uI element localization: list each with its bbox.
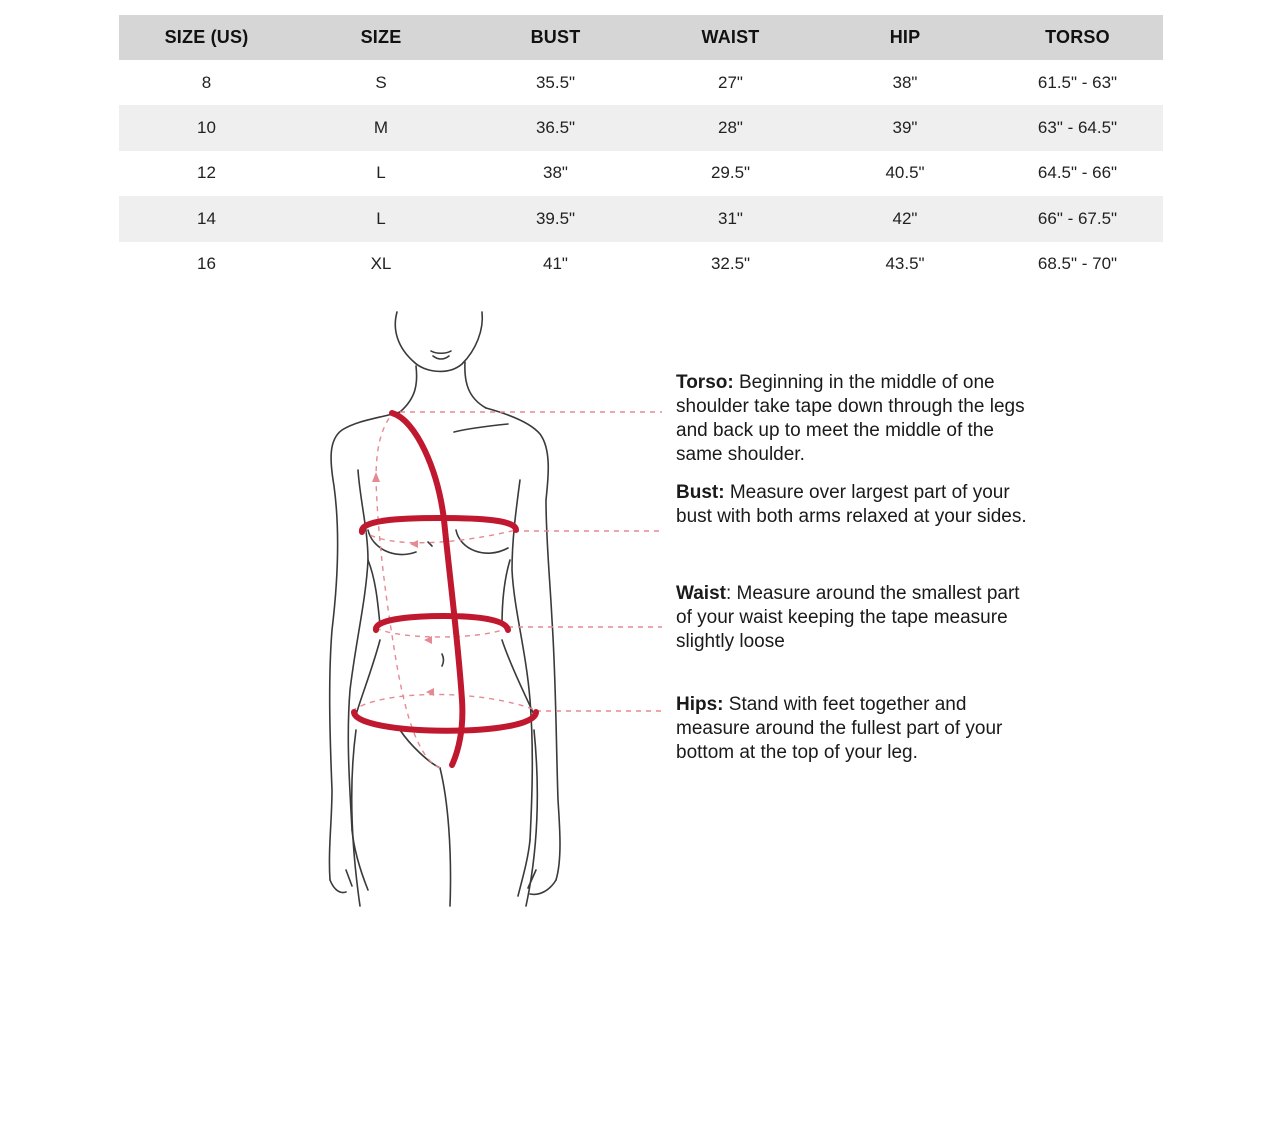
table-row bbox=[119, 151, 1163, 196]
cell-hip: 43.5" bbox=[885, 254, 925, 274]
cell-torso: 63" - 64.5" bbox=[992, 105, 1163, 150]
table-row bbox=[119, 196, 1163, 241]
cell-size: L bbox=[376, 163, 386, 183]
cell-waist: 28" bbox=[643, 105, 818, 150]
cell-hip: 42" bbox=[818, 196, 992, 241]
cell-torso: 61.5" - 63" bbox=[1037, 72, 1118, 92]
cell-torso: 68.5" - 70" bbox=[1037, 254, 1118, 274]
waist-text: : Measure around the smallest part of your waist keeping the tape measure slightly loose bbox=[676, 583, 1020, 652]
cell-hip: 38" bbox=[892, 72, 918, 92]
bust-label: Bust: bbox=[676, 482, 725, 503]
cell-torso: 64.5" - 66" bbox=[1037, 163, 1118, 183]
torso-text: Beginning in the middle of one shoulder take tape down through the legs and back up to meet the middle of the same shoulder. bbox=[676, 372, 1025, 465]
torso-label: Torso: bbox=[676, 372, 734, 393]
hips-text: Stand with feet together and measure around the fullest part of your bottom at the top of your leg. bbox=[676, 694, 1003, 763]
bust-text: Measure over largest part of your bust with both arms relaxed at your sides. bbox=[676, 482, 1027, 527]
header-waist: WAIST bbox=[643, 15, 818, 60]
cell-size-us: 8 bbox=[201, 72, 212, 92]
header-torso: TORSO bbox=[992, 15, 1163, 60]
size-chart-table bbox=[119, 15, 1163, 287]
cell-waist: 27" bbox=[718, 72, 743, 92]
cell-size: L bbox=[294, 196, 468, 241]
cell-bust: 41" bbox=[543, 254, 568, 274]
header-size-us: SIZE (US) bbox=[119, 15, 294, 60]
torso-instruction bbox=[676, 371, 1036, 467]
header-hip: HIP bbox=[818, 15, 992, 60]
cell-size-us: 14 bbox=[119, 196, 294, 241]
table-row bbox=[119, 242, 1163, 287]
measurement-figure bbox=[300, 305, 680, 910]
waist-label: Waist bbox=[676, 583, 726, 604]
size-chart-header-row bbox=[119, 15, 1163, 60]
cell-waist: 29.5" bbox=[710, 163, 751, 183]
cell-hip: 40.5" bbox=[885, 163, 925, 183]
table-row bbox=[119, 105, 1163, 150]
hips-label: Hips: bbox=[676, 694, 724, 715]
header-size: SIZE bbox=[294, 15, 468, 60]
cell-waist: 31" bbox=[643, 196, 818, 241]
measurement-body-figure-icon bbox=[300, 305, 680, 910]
cell-size: XL bbox=[370, 254, 392, 274]
table-row bbox=[119, 60, 1163, 105]
cell-size: M bbox=[294, 105, 468, 150]
cell-torso: 66" - 67.5" bbox=[992, 196, 1163, 241]
cell-hip: 39" bbox=[818, 105, 992, 150]
hips-instruction bbox=[676, 693, 1036, 765]
bust-instruction bbox=[676, 481, 1036, 529]
cell-bust: 35.5" bbox=[535, 72, 576, 92]
cell-bust: 39.5" bbox=[468, 196, 643, 241]
cell-size-us: 12 bbox=[197, 163, 216, 183]
cell-size-us: 16 bbox=[197, 254, 216, 274]
cell-size: S bbox=[375, 72, 387, 92]
cell-bust: 36.5" bbox=[468, 105, 643, 150]
cell-bust: 38" bbox=[543, 163, 568, 183]
cell-waist: 32.5" bbox=[710, 254, 751, 274]
cell-size-us: 10 bbox=[119, 105, 294, 150]
waist-instruction bbox=[676, 582, 1036, 654]
header-bust: BUST bbox=[468, 15, 643, 60]
